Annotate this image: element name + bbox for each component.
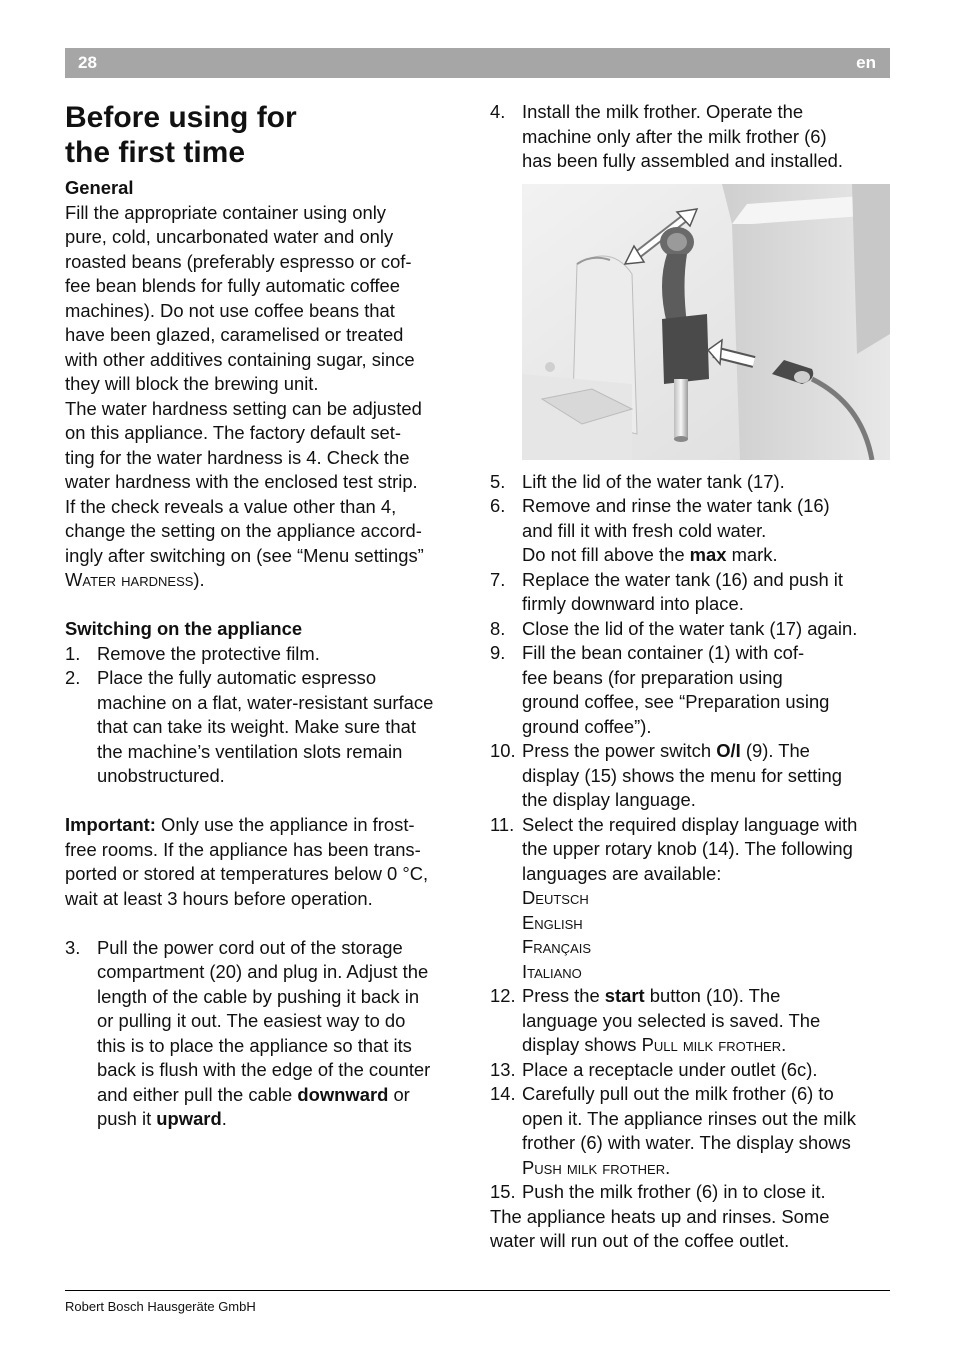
language-option: Italiano xyxy=(522,960,582,982)
list-item: 15. Push the milk frother (6) in to close it. xyxy=(490,1181,826,1202)
page-title: Before using for the first time xyxy=(65,101,297,169)
language-option: Français xyxy=(522,936,592,957)
list-item: 4. Install the milk frother. Operate the machine only after the milk frother (6) has been fully assembled and installed. xyxy=(490,101,844,171)
general-heading: General xyxy=(65,177,134,198)
list-item: 6. Remove and rinse the water tank (16) and fill it with fresh cold water. Do not fill above the max mark. xyxy=(490,495,830,565)
header-bar xyxy=(65,48,890,78)
language-option: English xyxy=(522,911,583,933)
menu-term-water-hardness: Water hardness xyxy=(65,569,194,590)
closing-paragraph: The appliance heats up and rinses. Some water will run out of the coffee outlet. xyxy=(490,1205,830,1251)
page-number: 28 xyxy=(78,53,97,72)
switching-heading: Switching on the appliance xyxy=(65,618,303,639)
list-item: 11. Select the required display language with the upper rotary knob (14). The following languages are available: Deutsch English Français Italiano xyxy=(490,813,890,985)
milk-frother-illustration xyxy=(522,184,890,460)
list-item: 7. Replace the water tank (16) and push it firmly downward into place. xyxy=(490,568,844,614)
list-item: 8. Close the lid of the water tank (17) again. xyxy=(490,617,858,639)
list-item: 13. Place a receptacle under outlet (6c). xyxy=(490,1058,818,1080)
footer-divider xyxy=(65,1290,890,1291)
general-paragraph-1: Fill the appropriate container using only pure, cold, uncarbonated water and only roasted beans (preferably espresso or cof- fee bean blends for fully automatic coffee machines). Do not use coffee beans that have been glazed, caramelised or treated with other additives containing sugar, since they will block the brewing unit. xyxy=(65,201,415,394)
list-item: 3. Pull the power cord out of the storage compartment (20) and plug in. Adjust the length of the cable by pushing it back in or pulling it out. The easiest way to do this is to place the appliance so that its back is flush with the edge of the counter and either pull the cable downward or push it upward. xyxy=(65,936,431,1129)
important-note: Important: Only use the appliance in frost- free rooms. If the appliance has been trans- ported or stored at temperatures below 0 °C, wait at least 3 hours before operation. xyxy=(65,814,429,909)
general-paragraph-2: The water hardness setting can be adjusted on this appliance. The factory default set- ting for the water hardness is 4. Check the water hardness with the enclosed test strip. If the check reveals a value other than 4, change the setting on the appliance accord- ingly after switching on (see “Menu settings” Water hardness). xyxy=(65,397,424,590)
language-code: en xyxy=(856,53,876,72)
list-item: 14. Carefully pull out the milk frother (6) to open it. The appliance rinses out the milk frother (6) with water. The display shows Push milk frother. xyxy=(490,1083,856,1178)
right-column xyxy=(490,100,890,1254)
list-item: 12. Press the start button (10). The language you selected is saved. The display shows Pull milk frother. xyxy=(490,985,821,1055)
left-column xyxy=(65,100,470,1132)
list-item: 5. Lift the lid of the water tank (17). xyxy=(490,470,785,492)
language-option: Deutsch xyxy=(522,887,589,908)
list-item: 2. Place the fully automatic espresso machine on a flat, water-resistant surface that can take its weight. Make sure that the machine’s ventilation slots remain unobstructured. xyxy=(65,667,434,786)
list-item: 10. Press the power switch O/I (9). The display (15) shows the menu for setting the display language. xyxy=(490,740,842,810)
list-item: 1. Remove the protective film. xyxy=(65,642,320,664)
footer-company: Robert Bosch Hausgeräte GmbH xyxy=(65,1299,256,1314)
list-item: 9. Fill the bean container (1) with cof- fee beans (for preparation using ground coffee, see “Preparation using ground coffee”). xyxy=(490,642,830,737)
